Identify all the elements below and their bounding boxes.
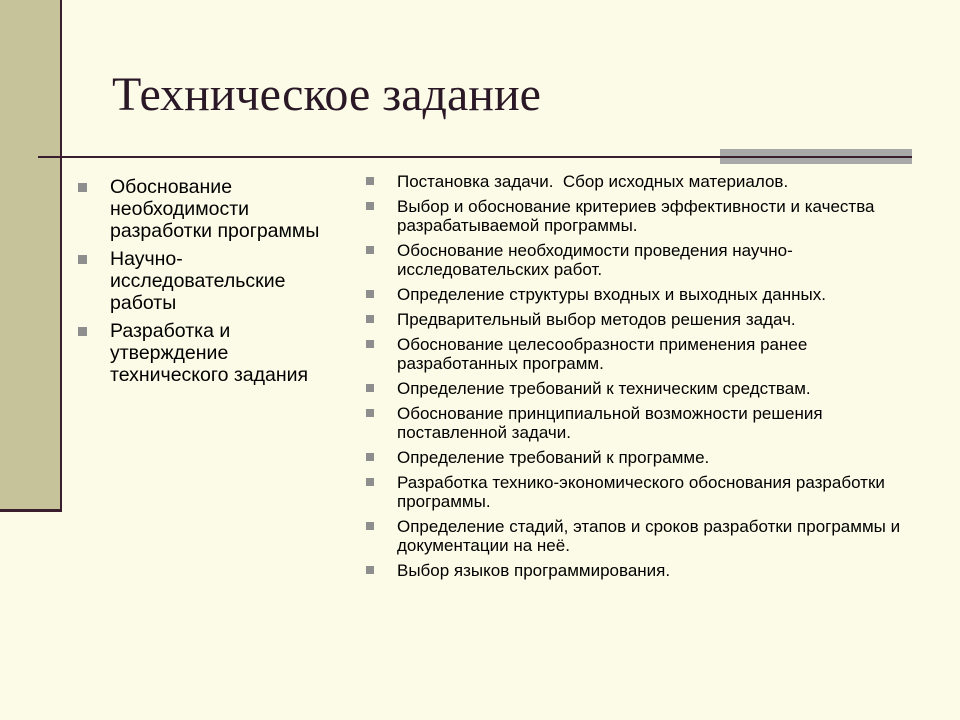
divider-accent-bottom [720, 158, 912, 164]
square-bullet-icon [366, 566, 374, 574]
list-item-text: Обоснование принципиальной возможности решения поставленной задачи. [397, 404, 823, 442]
list-item [366, 517, 926, 555]
list-item-text: Обоснование необходимости разработки программы [110, 176, 320, 242]
square-bullet-icon [366, 453, 374, 461]
square-bullet-icon [366, 478, 374, 486]
list-item [366, 335, 926, 373]
list-item [366, 197, 926, 235]
square-bullet-icon [366, 177, 374, 185]
stage-list [78, 176, 348, 392]
square-bullet-icon [366, 290, 374, 298]
list-item [366, 310, 926, 329]
list-item-text: Разработка и утверждение технического задания [110, 320, 309, 386]
square-bullet-icon [78, 327, 87, 336]
list-item [366, 379, 926, 398]
list-item-text: Определение структуры входных и выходных данных. [397, 285, 826, 304]
list-item-text: Обоснование целесообразности применения ранее разработанных программ. [397, 335, 808, 373]
list-item [78, 248, 348, 314]
square-bullet-icon [366, 522, 374, 530]
list-item-text: Определение требований к программе. [397, 448, 710, 467]
list-item [366, 404, 926, 442]
square-bullet-icon [366, 409, 374, 417]
list-item-text: Выбор языков программирования. [397, 561, 671, 580]
slide-title: Техническое задание [112, 68, 541, 121]
square-bullet-icon [78, 183, 87, 192]
list-item-text: Обоснование необходимости проведения научно-исследовательских работ. [397, 241, 793, 279]
task-list [366, 172, 926, 586]
list-item-text: Определение требований к техническим средствам. [397, 379, 811, 398]
list-item-text: Постановка задачи. Сбор исходных материалов. [397, 172, 789, 191]
list-item-text: Определение стадий, этапов и сроков разработки программы и документации на неё. [397, 517, 901, 555]
list-item [366, 285, 926, 304]
square-bullet-icon [366, 246, 374, 254]
side-decoration-bar [0, 0, 62, 512]
divider-accent-top [720, 149, 912, 156]
list-item [366, 172, 926, 191]
list-item-text: Предварительный выбор методов решения задач. [397, 310, 796, 329]
list-item [366, 448, 926, 467]
list-item-text: Выбор и обоснование критериев эффективности и качества разрабатываемой программы. [397, 197, 875, 235]
square-bullet-icon [366, 340, 374, 348]
list-item [78, 320, 348, 386]
list-item [78, 176, 348, 242]
list-item [366, 561, 926, 580]
list-item [366, 241, 926, 279]
square-bullet-icon [366, 202, 374, 210]
square-bullet-icon [366, 315, 374, 323]
list-item-text: Научно-исследовательские работы [110, 248, 286, 314]
list-item [366, 473, 926, 511]
square-bullet-icon [366, 384, 374, 392]
list-item-text: Разработка технико-экономического обоснования разработки программы. [397, 473, 885, 511]
square-bullet-icon [78, 255, 87, 264]
